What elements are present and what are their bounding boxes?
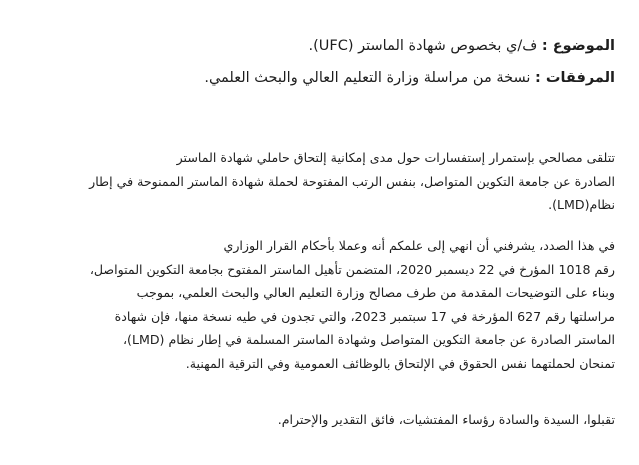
attachments-line [204, 70, 615, 86]
paragraph-line: تمنحان لحملتهما نفس الحقوق في الإلتحاق بالوظائف العمومية وفي الترقية المهنية. [185, 355, 615, 371]
paragraph-line: الصادرة عن جامعة التكوين المتواصل، بنفس الرتب المفتوحة لحملة شهادة الماستر الممنوحة في إطار [89, 173, 615, 189]
closing-text: تقبلوا، السيدة والسادة رؤساء المفتشيات، فائق التقدير والإحترام. [277, 412, 615, 427]
subject-label: الموضوع : [541, 38, 615, 54]
paragraph-line: وبناء على التوضيحات المقدمة من طرف مصالح وزارة التعليم العالي والبحث العلمي، بموجب [136, 285, 615, 300]
paragraph-line: في هذا الصدد، يشرفني أن انهي إلى علمكم أنه وعملا بأحكام القرار الوزاري [223, 238, 615, 253]
paragraph-line: تتلقى مصالحي بإستمرار إستفسارات حول مدى إمكانية إلتحاق حاملي شهادة الماستر [176, 150, 615, 165]
paragraph-decision [28, 234, 615, 375]
paragraph-line: رقم 1018 المؤرخ في 22 ديسمبر 2020، المتضمن تأهيل الماستر المفتوح بجامعة التكوين المتواصل، [89, 261, 615, 277]
subject-line [309, 38, 616, 54]
subject-text: ف/ي بخصوص شهادة الماستر (UFC). [308, 38, 538, 54]
attachments-text: نسخة من مراسلة وزارة التعليم العالي والبحث العلمي. [204, 70, 531, 86]
paragraph-inquiries [28, 146, 615, 217]
attachments-label: المرفقات : [535, 70, 615, 86]
closing-line [28, 408, 615, 432]
paragraph-line: مراسلتها رقم 627 المؤرخة في 17 سبتمبر 2023، والتي تجدون في طيه نسخة منها، فإن شهادة [114, 308, 615, 324]
paragraph-line: الماستر الصادرة عن جامعة التكوين المتواصل وشهادة الماستر المسلمة في إطار نظام (LMD)، [122, 332, 615, 347]
paragraph-line: نظام(LMD). [548, 197, 615, 212]
